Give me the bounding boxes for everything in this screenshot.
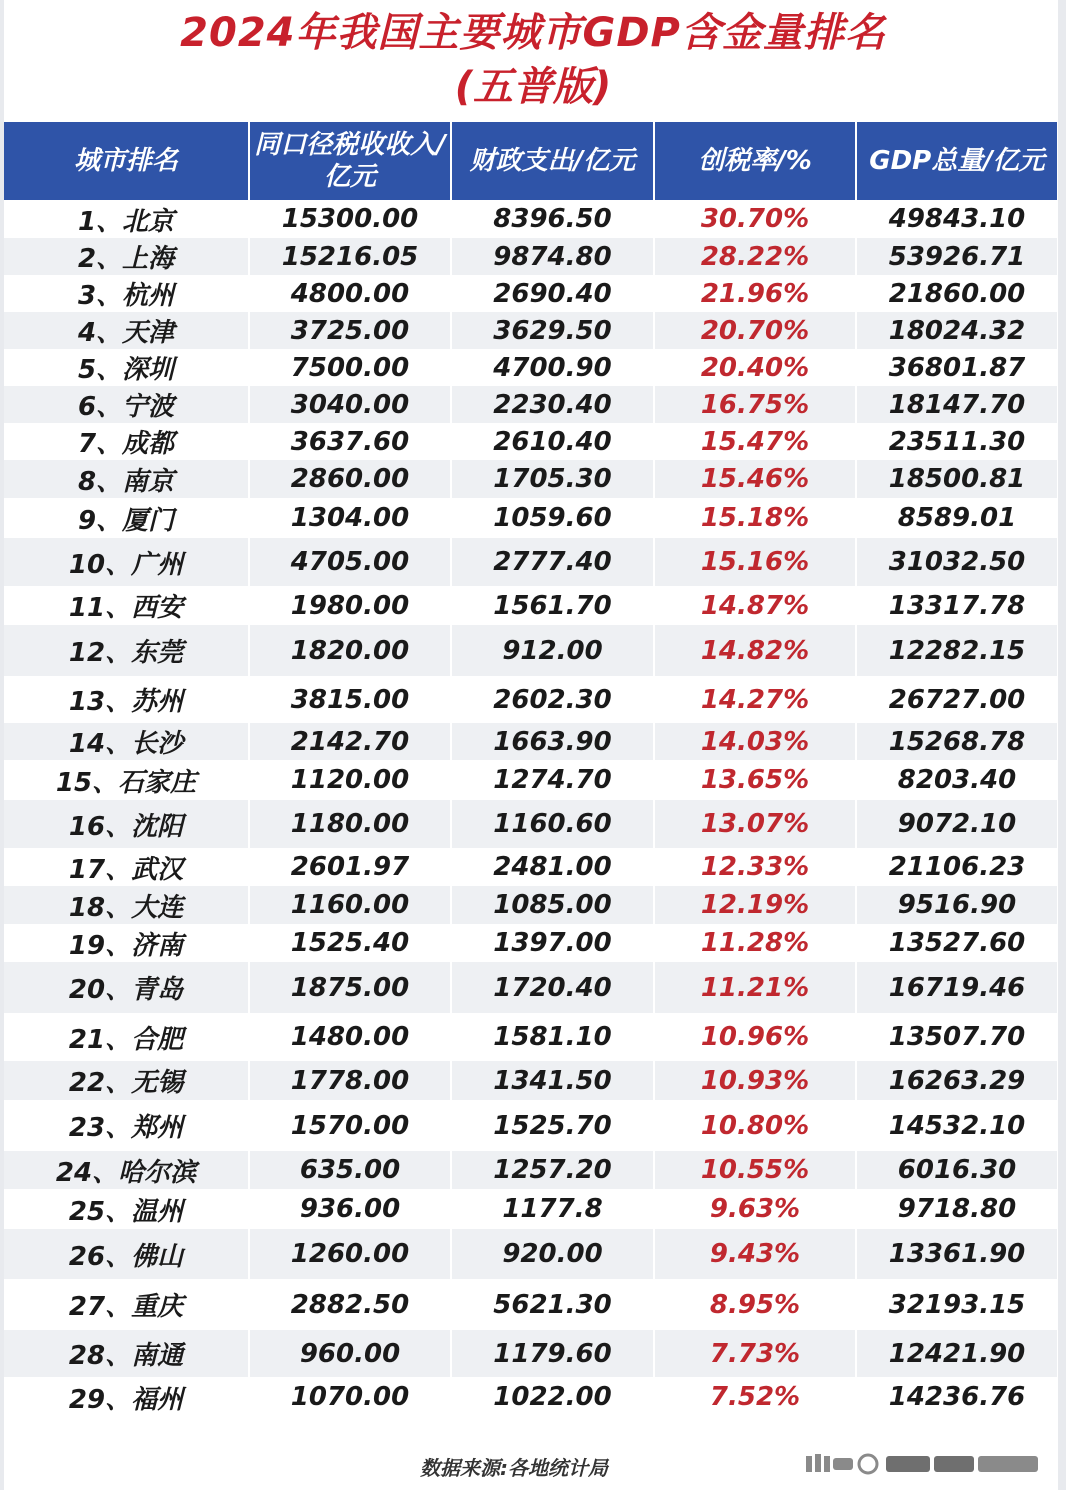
row-fiscal-expenditure: 1397.00 [451, 924, 654, 962]
row-tax-revenue: 2142.70 [249, 723, 451, 760]
row-gdp-total: 12282.15 [856, 625, 1057, 676]
table-row [4, 349, 1057, 386]
row-tax-revenue: 1070.00 [249, 1377, 451, 1417]
row-gdp-total: 18147.70 [856, 386, 1057, 423]
row-tax-rate: 10.93% [654, 1061, 856, 1100]
table-row [4, 1330, 1057, 1377]
row-city-rank: 15、石家庄 [4, 760, 249, 800]
row-gdp-total: 14532.10 [856, 1100, 1057, 1151]
row-tax-rate: 15.16% [654, 538, 856, 586]
row-fiscal-expenditure: 1720.40 [451, 962, 654, 1013]
table-row [4, 723, 1057, 760]
table-body [4, 200, 1057, 1417]
row-fiscal-expenditure: 2481.00 [451, 848, 654, 886]
table-row [4, 1100, 1057, 1151]
row-tax-revenue: 7500.00 [249, 349, 451, 386]
row-tax-rate: 9.63% [654, 1189, 856, 1229]
row-fiscal-expenditure: 3629.50 [451, 312, 654, 349]
row-gdp-total: 32193.15 [856, 1279, 1057, 1330]
row-tax-rate: 14.03% [654, 723, 856, 760]
gdp-ranking-table [4, 122, 1057, 1417]
row-tax-revenue: 3725.00 [249, 312, 451, 349]
row-fiscal-expenditure: 1581.10 [451, 1013, 654, 1061]
row-city-rank: 26、佛山 [4, 1229, 249, 1279]
row-fiscal-expenditure: 1179.60 [451, 1330, 654, 1377]
row-city-rank: 9、厦门 [4, 498, 249, 538]
table-header-row [4, 122, 1057, 200]
row-gdp-total: 9718.80 [856, 1189, 1057, 1229]
row-tax-rate: 14.82% [654, 625, 856, 676]
row-fiscal-expenditure: 1257.20 [451, 1151, 654, 1189]
row-city-rank: 4、天津 [4, 312, 249, 349]
table-row [4, 312, 1057, 349]
row-tax-revenue: 635.00 [249, 1151, 451, 1189]
row-gdp-total: 16719.46 [856, 962, 1057, 1013]
row-tax-revenue: 3637.60 [249, 423, 451, 460]
row-tax-rate: 16.75% [654, 386, 856, 423]
row-city-rank: 6、宁波 [4, 386, 249, 423]
row-gdp-total: 12421.90 [856, 1330, 1057, 1377]
row-tax-rate: 28.22% [654, 238, 856, 275]
table-row [4, 676, 1057, 723]
table-row [4, 423, 1057, 460]
row-tax-revenue: 1525.40 [249, 924, 451, 962]
row-tax-rate: 8.95% [654, 1279, 856, 1330]
row-gdp-total: 36801.87 [856, 349, 1057, 386]
table-row [4, 1377, 1057, 1417]
row-tax-revenue: 2860.00 [249, 460, 451, 498]
row-fiscal-expenditure: 2610.40 [451, 423, 654, 460]
row-tax-revenue: 960.00 [249, 1330, 451, 1377]
row-tax-rate: 11.28% [654, 924, 856, 962]
row-tax-rate: 15.47% [654, 423, 856, 460]
row-tax-rate: 15.18% [654, 498, 856, 538]
table-row [4, 1151, 1057, 1189]
row-tax-revenue: 1570.00 [249, 1100, 451, 1151]
header-tax-revenue: 同口径税收收入/亿元 [249, 122, 451, 200]
row-tax-revenue: 4800.00 [249, 275, 451, 312]
row-city-rank: 1、北京 [4, 200, 249, 238]
header-gdp-total: GDP总量/亿元 [856, 122, 1057, 200]
row-gdp-total: 14236.76 [856, 1377, 1057, 1417]
row-tax-rate: 11.21% [654, 962, 856, 1013]
row-tax-rate: 13.65% [654, 760, 856, 800]
table-row [4, 586, 1057, 625]
table-row [4, 625, 1057, 676]
row-gdp-total: 26727.00 [856, 676, 1057, 723]
row-tax-rate: 10.96% [654, 1013, 856, 1061]
row-city-rank: 19、济南 [4, 924, 249, 962]
table-row [4, 800, 1057, 848]
footer [0, 1446, 1066, 1486]
row-fiscal-expenditure: 4700.90 [451, 349, 654, 386]
row-tax-revenue: 15216.05 [249, 238, 451, 275]
row-gdp-total: 16263.29 [856, 1061, 1057, 1100]
table-row [4, 1189, 1057, 1229]
row-tax-revenue: 4705.00 [249, 538, 451, 586]
row-city-rank: 10、广州 [4, 538, 249, 586]
row-city-rank: 25、温州 [4, 1189, 249, 1229]
table-row [4, 962, 1057, 1013]
row-gdp-total: 9072.10 [856, 800, 1057, 848]
table-row [4, 1229, 1057, 1279]
row-fiscal-expenditure: 1341.50 [451, 1061, 654, 1100]
row-gdp-total: 9516.90 [856, 886, 1057, 924]
row-tax-rate: 21.96% [654, 275, 856, 312]
row-fiscal-expenditure: 2777.40 [451, 538, 654, 586]
row-city-rank: 20、青岛 [4, 962, 249, 1013]
row-tax-rate: 10.55% [654, 1151, 856, 1189]
row-fiscal-expenditure: 912.00 [451, 625, 654, 676]
row-tax-rate: 20.70% [654, 312, 856, 349]
row-city-rank: 22、无锡 [4, 1061, 249, 1100]
table-row [4, 386, 1057, 423]
row-gdp-total: 6016.30 [856, 1151, 1057, 1189]
row-gdp-total: 8589.01 [856, 498, 1057, 538]
row-tax-rate: 14.87% [654, 586, 856, 625]
table-row [4, 1013, 1057, 1061]
table-row [4, 848, 1057, 886]
watermark-logo-icon [806, 1448, 1042, 1478]
row-fiscal-expenditure: 9874.80 [451, 238, 654, 275]
table-row [4, 886, 1057, 924]
row-gdp-total: 13317.78 [856, 586, 1057, 625]
row-tax-rate: 30.70% [654, 200, 856, 238]
row-tax-revenue: 1980.00 [249, 586, 451, 625]
row-city-rank: 17、武汉 [4, 848, 249, 886]
row-city-rank: 16、沈阳 [4, 800, 249, 848]
row-fiscal-expenditure: 5621.30 [451, 1279, 654, 1330]
row-tax-rate: 13.07% [654, 800, 856, 848]
row-fiscal-expenditure: 1663.90 [451, 723, 654, 760]
row-city-rank: 21、合肥 [4, 1013, 249, 1061]
row-gdp-total: 18500.81 [856, 460, 1057, 498]
row-tax-revenue: 3815.00 [249, 676, 451, 723]
header-city-rank: 城市排名 [4, 122, 249, 200]
row-city-rank: 8、南京 [4, 460, 249, 498]
row-tax-revenue: 1120.00 [249, 760, 451, 800]
row-tax-revenue: 1180.00 [249, 800, 451, 848]
row-tax-revenue: 936.00 [249, 1189, 451, 1229]
row-gdp-total: 8203.40 [856, 760, 1057, 800]
row-tax-revenue: 1820.00 [249, 625, 451, 676]
row-tax-revenue: 2882.50 [249, 1279, 451, 1330]
row-tax-rate: 15.46% [654, 460, 856, 498]
header-tax-rate: 创税率/% [654, 122, 856, 200]
row-tax-rate: 7.52% [654, 1377, 856, 1417]
row-tax-revenue: 1260.00 [249, 1229, 451, 1279]
row-city-rank: 23、郑州 [4, 1100, 249, 1151]
row-gdp-total: 15268.78 [856, 723, 1057, 760]
row-fiscal-expenditure: 920.00 [451, 1229, 654, 1279]
table-row [4, 498, 1057, 538]
row-fiscal-expenditure: 1160.60 [451, 800, 654, 848]
table-row [4, 1061, 1057, 1100]
row-tax-revenue: 3040.00 [249, 386, 451, 423]
row-fiscal-expenditure: 2230.40 [451, 386, 654, 423]
table-row [4, 275, 1057, 312]
header-fiscal-expenditure: 财政支出/亿元 [451, 122, 654, 200]
page-title: 2024年我国主要城市GDP含金量排名 [180, 10, 886, 56]
row-city-rank: 5、深圳 [4, 349, 249, 386]
row-gdp-total: 53926.71 [856, 238, 1057, 275]
row-gdp-total: 21860.00 [856, 275, 1057, 312]
row-gdp-total: 31032.50 [856, 538, 1057, 586]
row-fiscal-expenditure: 1085.00 [451, 886, 654, 924]
row-gdp-total: 18024.32 [856, 312, 1057, 349]
row-city-rank: 11、西安 [4, 586, 249, 625]
row-gdp-total: 49843.10 [856, 200, 1057, 238]
row-tax-rate: 10.80% [654, 1100, 856, 1151]
row-fiscal-expenditure: 2690.40 [451, 275, 654, 312]
row-city-rank: 7、成都 [4, 423, 249, 460]
row-fiscal-expenditure: 1022.00 [451, 1377, 654, 1417]
row-tax-revenue: 1160.00 [249, 886, 451, 924]
row-tax-revenue: 1304.00 [249, 498, 451, 538]
row-fiscal-expenditure: 1525.70 [451, 1100, 654, 1151]
row-fiscal-expenditure: 8396.50 [451, 200, 654, 238]
row-fiscal-expenditure: 1059.60 [451, 498, 654, 538]
row-city-rank: 28、南通 [4, 1330, 249, 1377]
row-city-rank: 14、长沙 [4, 723, 249, 760]
row-tax-revenue: 1480.00 [249, 1013, 451, 1061]
row-city-rank: 27、重庆 [4, 1279, 249, 1330]
row-fiscal-expenditure: 2602.30 [451, 676, 654, 723]
row-tax-revenue: 15300.00 [249, 200, 451, 238]
row-gdp-total: 13361.90 [856, 1229, 1057, 1279]
row-tax-rate: 12.19% [654, 886, 856, 924]
row-city-rank: 2、上海 [4, 238, 249, 275]
title-block [0, 0, 1066, 122]
row-gdp-total: 21106.23 [856, 848, 1057, 886]
table-row [4, 538, 1057, 586]
row-fiscal-expenditure: 1561.70 [451, 586, 654, 625]
row-tax-rate: 7.73% [654, 1330, 856, 1377]
row-tax-rate: 9.43% [654, 1229, 856, 1279]
row-gdp-total: 13527.60 [856, 924, 1057, 962]
row-tax-rate: 12.33% [654, 848, 856, 886]
row-fiscal-expenditure: 1177.8 [451, 1189, 654, 1229]
page-subtitle: (五普版) [454, 64, 612, 110]
row-tax-rate: 20.40% [654, 349, 856, 386]
row-tax-revenue: 2601.97 [249, 848, 451, 886]
row-city-rank: 12、东莞 [4, 625, 249, 676]
row-tax-revenue: 1778.00 [249, 1061, 451, 1100]
table-row [4, 924, 1057, 962]
row-city-rank: 29、福州 [4, 1377, 249, 1417]
row-gdp-total: 23511.30 [856, 423, 1057, 460]
row-fiscal-expenditure: 1274.70 [451, 760, 654, 800]
row-city-rank: 18、大连 [4, 886, 249, 924]
row-fiscal-expenditure: 1705.30 [451, 460, 654, 498]
table-row [4, 1279, 1057, 1330]
table-row [4, 760, 1057, 800]
row-city-rank: 13、苏州 [4, 676, 249, 723]
data-source-note: 数据来源:各地统计局 [420, 1456, 608, 1480]
table-row [4, 238, 1057, 275]
row-city-rank: 3、杭州 [4, 275, 249, 312]
row-gdp-total: 13507.70 [856, 1013, 1057, 1061]
table-row [4, 200, 1057, 238]
row-tax-revenue: 1875.00 [249, 962, 451, 1013]
row-tax-rate: 14.27% [654, 676, 856, 723]
row-city-rank: 24、哈尔滨 [4, 1151, 249, 1189]
table-row [4, 460, 1057, 498]
